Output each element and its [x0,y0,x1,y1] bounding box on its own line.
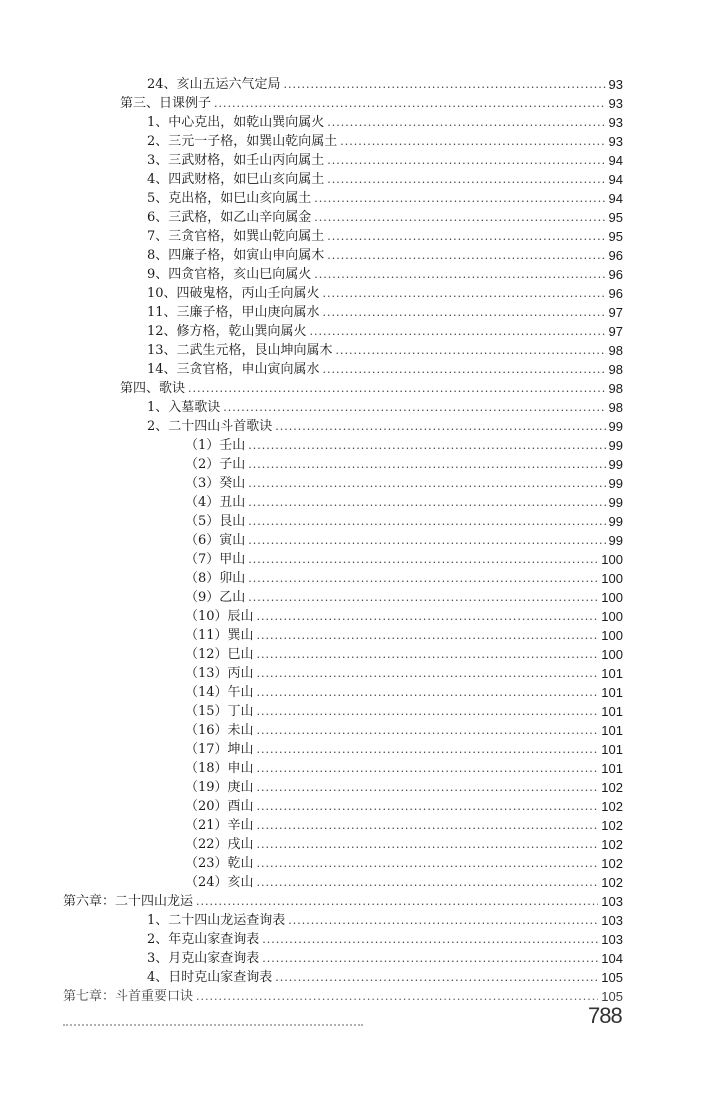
toc-item-entry[interactable] [185,872,623,891]
toc-entry-page: 97 [608,324,623,339]
toc-dot-leader [248,476,605,492]
toc-item-entry[interactable] [185,720,623,739]
toc-entry-title: 14、三贪官格，申山寅向属水 [147,362,320,377]
page-number: 788 [588,1003,622,1028]
toc-entry-page: 102 [601,780,623,795]
toc-dot-leader [327,248,605,264]
toc-entry-page: 101 [601,742,623,757]
toc-dot-leader [327,172,605,188]
toc-chapter-entry[interactable] [63,891,623,910]
toc-item-entry[interactable] [185,568,623,587]
toc-entry-page: 100 [601,628,623,643]
toc-dot-leader [275,419,605,435]
toc-dot-leader [336,343,606,359]
toc-entry-title: （1）壬山 [185,438,246,453]
toc-entry-title: 12、修方格，乾山巽向属火 [147,324,307,339]
toc-entry-page: 102 [601,837,623,852]
toc-entry-page: 101 [601,704,623,719]
toc-item-entry[interactable] [185,663,623,682]
toc-entry-page: 100 [601,590,623,605]
toc-entry-title: 5、克出格，如巳山亥向属土 [147,191,312,206]
toc-entry-title: 7、三贪官格，如巽山乾向属土 [147,229,325,244]
toc-entry-title: 第六章：二十四山龙运 [63,894,194,909]
toc-item-entry[interactable] [147,948,623,967]
toc-item-entry[interactable] [185,682,623,701]
toc-entry-title: 3、三武财格，如壬山丙向属土 [147,153,325,168]
toc-entry-page: 100 [601,552,623,567]
toc-entry-title: （10）辰山 [185,609,254,624]
toc-dot-leader [323,362,606,378]
toc-dot-leader [288,913,598,929]
toc-entry-title: 4、四武财格，如巳山亥向属土 [147,172,325,187]
toc-item-entry[interactable] [185,492,623,511]
toc-dot-leader [257,761,599,777]
toc-entry-title: （13）丙山 [185,666,254,681]
toc-entry-title: 13、二武生元格，艮山坤向属木 [147,343,333,358]
toc-entry-page: 98 [608,400,623,415]
toc-entry-title: （17）坤山 [185,742,254,757]
toc-entry-title: 2、年克山家查询表 [147,932,260,947]
toc-entry-page: 99 [608,419,623,434]
toc-entry-page: 94 [608,153,623,168]
toc-item-entry[interactable] [147,340,623,359]
toc-dot-leader [248,495,605,511]
toc-entry-title: （2）子山 [185,457,246,472]
toc-entry-title: 第三、日课例子 [120,96,212,111]
toc-entry-page: 94 [608,191,623,206]
toc-dot-leader [314,267,605,283]
toc-entry-page: 97 [608,305,623,320]
toc-entry-title: 9、四贪官格，亥山巳向属火 [147,267,312,282]
toc-dot-leader [248,590,598,606]
toc-entry-page: 103 [601,913,623,928]
toc-dot-leader [248,514,605,530]
toc-item-entry[interactable] [147,112,623,131]
toc-item-entry[interactable] [185,511,623,530]
toc-entry-title: （6）寅山 [185,533,246,548]
toc-dot-leader [314,210,605,226]
toc-item-entry[interactable] [147,74,623,93]
toc-entry-page: 98 [608,343,623,358]
toc-entry-page: 102 [601,818,623,833]
toc-dot-leader [257,799,599,815]
toc-entry-page: 105 [601,970,623,985]
toc-entry-title: （12）巳山 [185,647,254,662]
toc-dot-leader [257,780,599,796]
toc-item-entry[interactable] [147,359,623,378]
toc-entry-page: 101 [601,723,623,738]
toc-item-entry[interactable] [147,169,623,188]
toc-entry-title: （7）甲山 [185,552,246,567]
toc-dot-leader [214,96,606,112]
toc-item-entry[interactable] [147,245,623,264]
toc-item-entry[interactable] [185,701,623,720]
toc-item-entry[interactable] [185,853,623,872]
toc-item-entry[interactable] [185,625,623,644]
toc-entry-title: 第七章：斗首重要口诀 [63,989,194,1004]
toc-entry-page: 103 [601,894,623,909]
toc-item-entry[interactable] [147,302,623,321]
toc-dot-leader [284,77,606,93]
toc-dot-leader [257,685,599,701]
toc-entry-page: 93 [608,115,623,130]
toc-item-entry[interactable] [147,188,623,207]
toc-dot-leader [275,970,598,986]
toc-dot-leader [327,229,605,245]
toc-entry-title: （9）乙山 [185,590,246,605]
toc-entry-page: 96 [608,267,623,282]
toc-entry-page: 95 [608,210,623,225]
toc-item-entry[interactable] [147,416,623,435]
toc-entry-title: 1、中心克出，如乾山巽向属火 [147,115,325,130]
toc-item-entry[interactable] [185,644,623,663]
toc-item-entry[interactable] [185,587,623,606]
toc-entry-page: 102 [601,856,623,871]
toc-entry-page: 95 [608,229,623,244]
toc-item-entry[interactable] [185,796,623,815]
toc-item-entry[interactable] [147,967,623,986]
toc-dot-leader [257,628,599,644]
toc-dot-leader [340,134,605,150]
toc-entry-page: 93 [608,96,623,111]
toc-item-entry[interactable] [185,473,623,492]
toc-entry-page: 99 [608,514,623,529]
toc-dot-leader [257,837,599,853]
toc-entry-title: （5）艮山 [185,514,246,529]
toc-dot-leader [248,438,605,454]
toc-item-entry[interactable] [185,777,623,796]
toc-entry-page: 93 [608,134,623,149]
toc-entry-title: 2、三元一子格，如巽山乾向属土 [147,134,338,149]
toc-entry-title: （22）戌山 [185,837,254,852]
toc-entry-title: 1、二十四山龙运查询表 [147,913,286,928]
toc-dot-leader [257,818,599,834]
toc-dot-leader [257,704,599,720]
toc-entry-title: 11、三廉子格，甲山庚向属水 [147,305,320,320]
toc-entry-title: 3、月克山家查询表 [147,951,260,966]
toc-dot-leader [262,951,598,967]
toc-entry-title: 4、日时克山家查询表 [147,970,273,985]
toc-dot-leader [188,381,606,397]
toc-entry-page: 99 [608,495,623,510]
toc-entry-title: 1、入墓歌诀 [147,400,221,415]
toc-dot-leader [257,647,599,663]
toc-entry-page: 94 [608,172,623,187]
toc-entry-title: （8）卯山 [185,571,246,586]
toc-item-entry[interactable] [147,929,623,948]
toc-dot-leader [248,571,598,587]
toc-entry-page: 104 [601,951,623,966]
toc-entry-title: （19）庚山 [185,780,254,795]
toc-item-entry[interactable] [185,815,623,834]
toc-entry-page: 101 [601,666,623,681]
toc-entry-title: （3）癸山 [185,476,246,491]
toc-dot-leader [327,153,605,169]
toc-dot-leader [196,894,598,910]
toc-entry-title: （4）丑山 [185,495,246,510]
toc-item-entry[interactable] [147,131,623,150]
toc-dot-leader [257,875,599,891]
toc-item-entry[interactable] [147,283,623,302]
toc-entry-title: 24、亥山五运六气定局 [147,77,281,92]
toc-item-entry[interactable] [185,549,623,568]
toc-entry-page: 99 [608,476,623,491]
toc-entry-page: 93 [608,77,623,92]
toc-item-entry[interactable] [185,834,623,853]
toc-entry-page: 99 [608,533,623,548]
toc-entry-page: 105 [601,989,623,1004]
toc-item-entry[interactable] [147,910,623,929]
toc-dot-leader [257,609,599,625]
toc-entry-page: 99 [608,438,623,453]
toc-entry-page: 103 [601,932,623,947]
toc-item-entry[interactable] [185,530,623,549]
toc-entry-page: 102 [601,799,623,814]
toc-item-entry[interactable] [185,739,623,758]
toc-dot-leader [327,115,605,131]
toc-dot-leader [248,457,605,473]
toc-dot-leader [323,286,606,302]
toc-entry-page: 96 [608,248,623,263]
toc-entry-title: （21）辛山 [185,818,254,833]
toc-entry-page: 100 [601,571,623,586]
toc-entry-page: 101 [601,761,623,776]
toc-section-entry[interactable] [120,378,623,397]
toc-dot-leader [310,324,606,340]
toc-entry-title: （11）巽山 [185,628,254,643]
toc-dot-leader [223,400,605,416]
toc-item-entry[interactable] [185,758,623,777]
toc-entry-title: 2、二十四山斗首歌诀 [147,419,273,434]
toc-entry-title: （23）乾山 [185,856,254,871]
toc-dot-leader [248,552,598,568]
toc-entry-page: 99 [608,457,623,472]
toc-entry-title: 第四、歌诀 [120,381,186,396]
toc-chapter-entry[interactable] [63,986,623,1005]
toc-entry-page: 98 [608,381,623,396]
toc-dot-leader [314,191,605,207]
toc-entry-page: 100 [601,647,623,662]
toc-dot-leader [257,666,599,682]
toc-item-entry[interactable] [147,321,623,340]
toc-dot-leader [323,305,606,321]
toc-item-entry[interactable] [185,606,623,625]
toc-item-entry[interactable] [147,150,623,169]
toc-item-entry[interactable] [185,454,623,473]
toc-entry-page: 100 [601,609,623,624]
toc-section-entry[interactable] [120,93,623,112]
toc-entry-page: 102 [601,875,623,890]
toc-item-entry[interactable] [147,264,623,283]
toc-entry-page: 96 [608,286,623,301]
toc-entry-title: （15）丁山 [185,704,254,719]
toc-entry-title: （24）亥山 [185,875,254,890]
toc-dot-leader [196,989,598,1005]
toc-entry-title: 6、三武格，如乙山辛向属金 [147,210,312,225]
toc-entry-title: （16）未山 [185,723,254,738]
toc-item-entry[interactable] [185,435,623,454]
toc-entry-title: （20）酉山 [185,799,254,814]
toc-item-entry[interactable] [147,397,623,416]
cut-off-next-entry [63,1024,363,1030]
toc-entry-title: 10、四破鬼格，丙山壬向属火 [147,286,320,301]
toc-entry-title: 8、四廉子格，如寅山申向属木 [147,248,325,263]
toc-item-entry[interactable] [147,207,623,226]
toc-dot-leader [257,742,599,758]
toc-entry-page: 101 [601,685,623,700]
toc-dot-leader [248,533,605,549]
toc-dot-leader [262,932,598,948]
toc-item-entry[interactable] [147,226,623,245]
toc-entry-title: （14）午山 [185,685,254,700]
toc-dot-leader [257,856,599,872]
toc-dot-leader [257,723,599,739]
toc-entry-page: 98 [608,362,623,377]
toc-entry-title: （18）申山 [185,761,254,776]
